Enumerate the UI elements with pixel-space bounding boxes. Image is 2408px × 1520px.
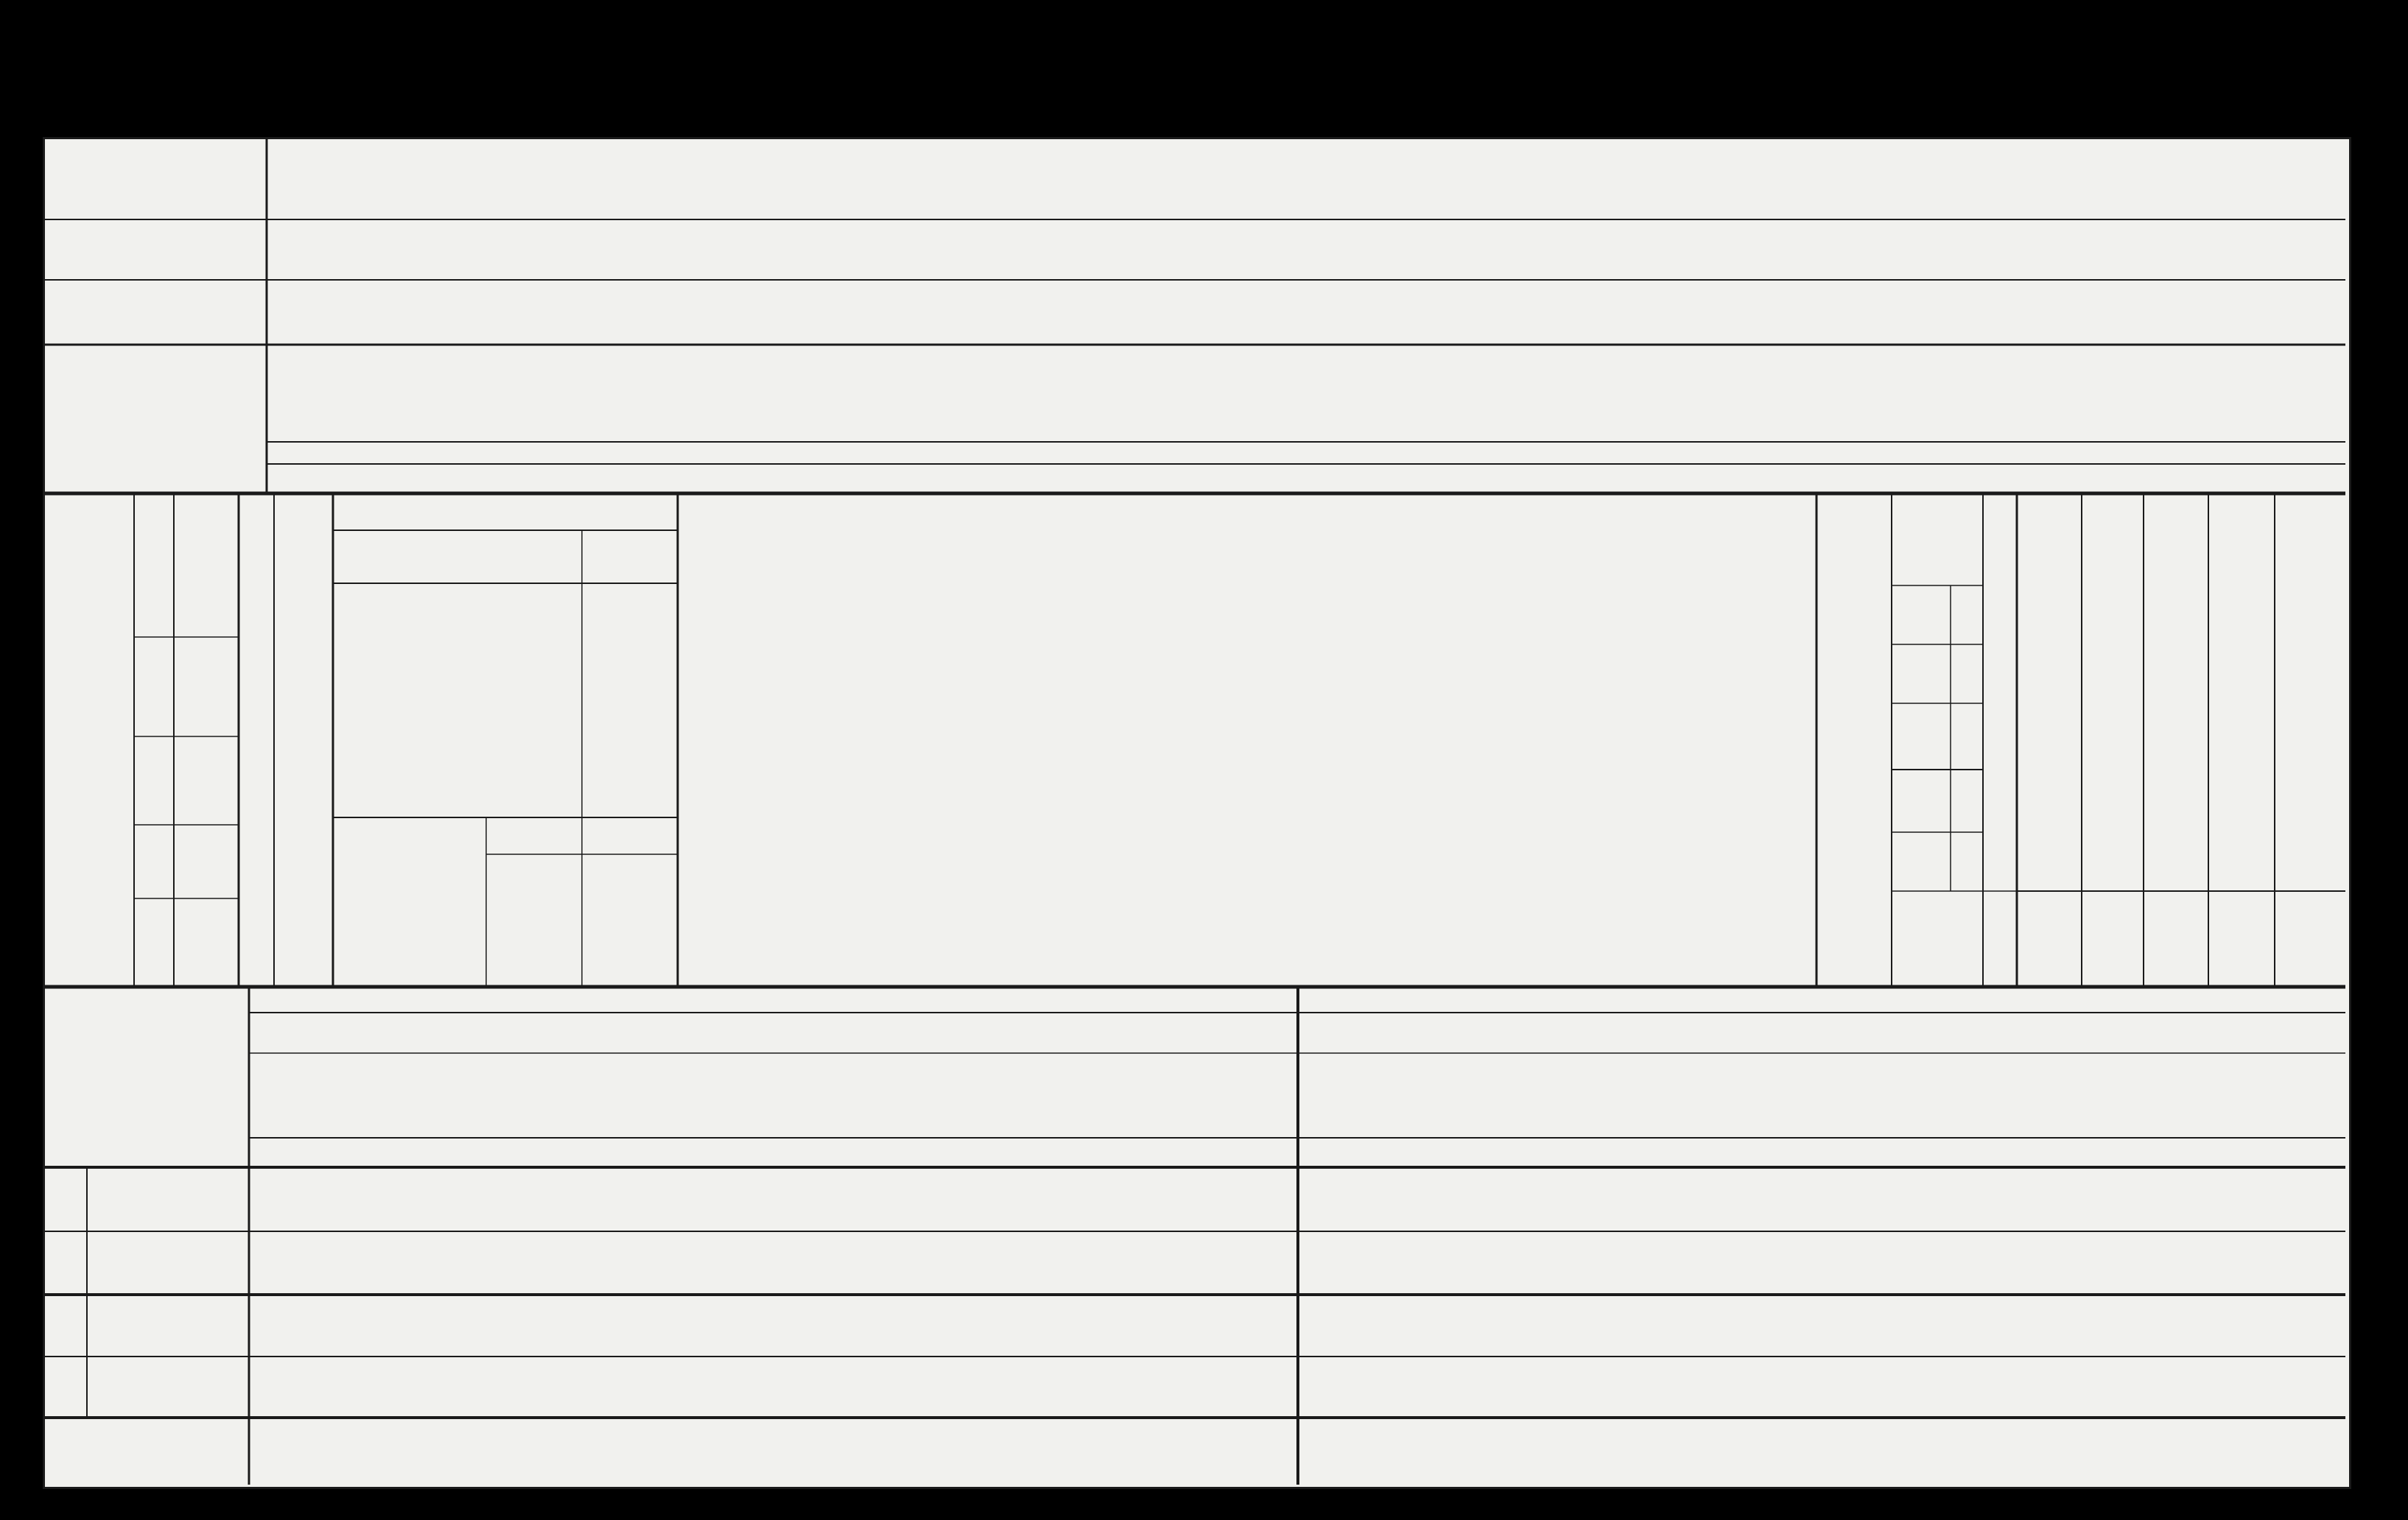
census-card	[43, 137, 2351, 1489]
